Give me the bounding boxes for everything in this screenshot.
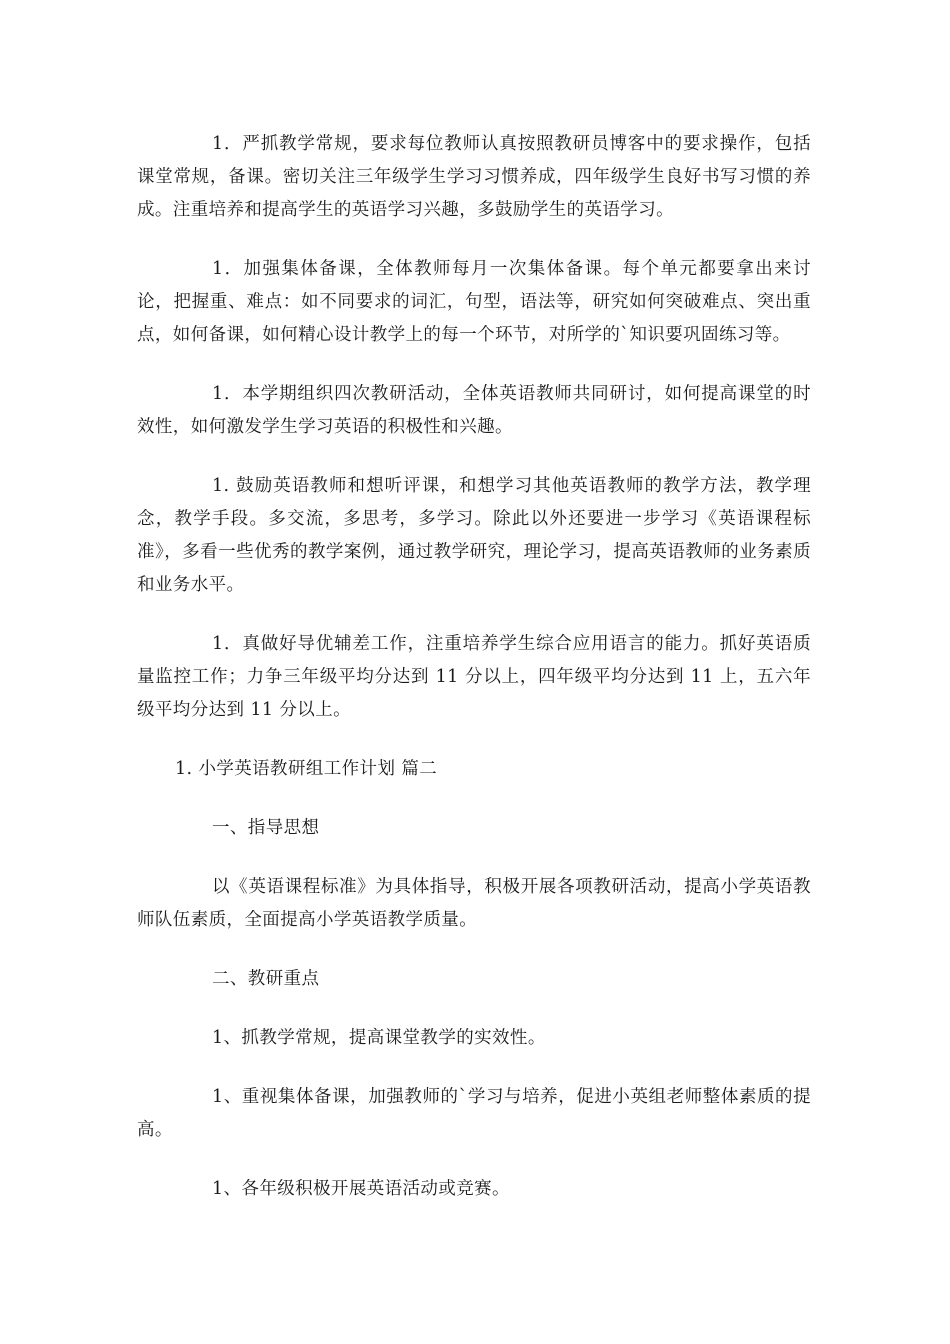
paragraph-collective-lesson-prep: 1．加强集体备课，全体教师每月一次集体备课。每个单元都要拿出来讨论，把握重、难点：如不同要求的词汇，句型，语法等，研究如何突破难点、突出重点，如何备课，如何精心设计教学上的每一个环节，对所学的`知识要巩固练习等。 <box>137 259 811 345</box>
paragraph-teaching-routine: 1．严抓教学常规，要求每位教师认真按照教研员博客中的要求操作，包括课堂常规，备课。密切关注三年级学生学习习惯养成，四年级学生良好书写习惯的养成。注重培养和提高学生的英语学习兴趣，多鼓励学生的英语学习。 <box>137 134 811 220</box>
paragraph-lesson-observation: 1. 鼓励英语教师和想听评课，和想学习其他英语教师的教学方法，教学理念，教学手段。多交流，多思考，多学习。除此以外还要进一步学习《英语课程标准》，多看一些优秀的教学案例，通过教学研究，理论学习，提高英语教师的业务素质和业务水平。 <box>137 476 811 595</box>
section-title-plan-two: 1. 小学英语教研组工作计划 篇二 <box>175 759 438 779</box>
heading-guiding-ideology: 一、指导思想 <box>212 818 320 838</box>
paragraph-guiding-ideology: 以《英语课程标准》为具体指导，积极开展各项教研活动，提高小学英语教师队伍素质，全面提高小学英语教学质量。 <box>137 877 811 930</box>
list-item-teaching-routine: 1、抓教学常规，提高课堂教学的实效性。 <box>212 1028 546 1048</box>
paragraph-research-activities: 1．本学期组织四次教研活动，全体英语教师共同研讨，如何提高课堂的时效性，如何激发学生学习英语的积极性和兴趣。 <box>137 384 811 437</box>
list-item-collective-prep: 1、重视集体备课，加强教师的`学习与培养，促进小英组老师整体素质的提高。 <box>137 1087 811 1140</box>
heading-research-focus: 二、教研重点 <box>212 969 320 989</box>
document-body <box>137 128 811 1232</box>
list-item-english-activities: 1、各年级积极开展英语活动或竞赛。 <box>212 1179 510 1199</box>
paragraph-quality-monitoring: 1．真做好导优辅差工作，注重培养学生综合应用语言的能力。抓好英语质量监控工作；力争三年级平均分达到 11 分以上，四年级平均分达到 11 上，五六年级平均分达到 11 分以上。 <box>137 634 811 720</box>
